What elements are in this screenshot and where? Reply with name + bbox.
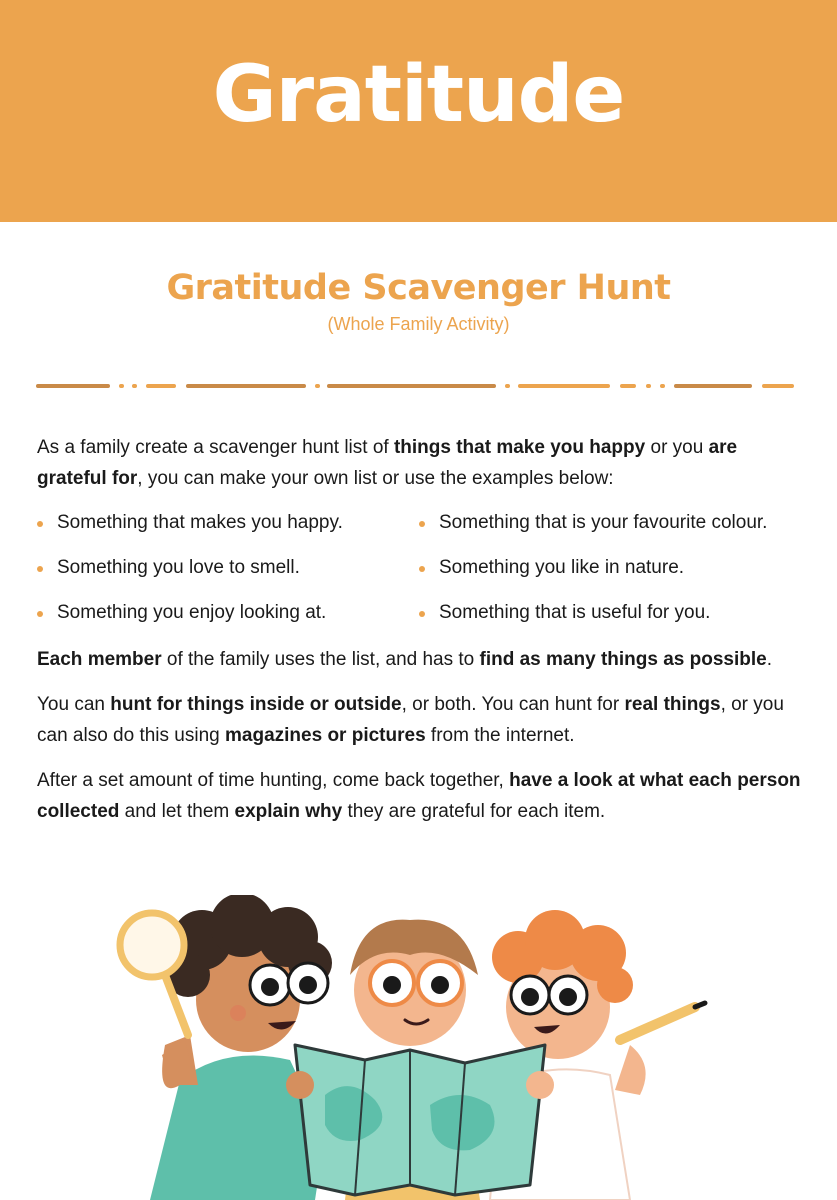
activity-title: Gratitude Scavenger Hunt	[166, 268, 671, 308]
bold-run: hunt for things inside or outside	[110, 694, 402, 715]
dashed-divider	[36, 378, 796, 394]
three-kids-with-map-icon	[110, 895, 710, 1200]
intro-paragraph	[37, 432, 807, 494]
bold-run: magazines or pictures	[225, 725, 426, 746]
list-item: Something that makes you happy.	[37, 508, 419, 538]
list-item: Something you enjoy looking at.	[37, 598, 419, 628]
list-item: Something you like in nature.	[419, 553, 807, 583]
text-run: from the internet.	[425, 725, 575, 746]
text-run: After a set amount of time hunting, come back together,	[37, 770, 510, 791]
text-run: or you	[645, 437, 709, 458]
bold-run: have a look at what each person collected	[37, 770, 801, 822]
text-run: and let them	[119, 801, 235, 822]
page-title: Gratitude	[212, 50, 625, 140]
map-icon	[286, 1045, 554, 1195]
example-list	[37, 508, 807, 628]
review-paragraph	[37, 765, 807, 827]
bold-run: find as many things as possible	[479, 649, 767, 670]
bold-run: Each member	[37, 649, 162, 670]
bold-run: are grateful for	[37, 437, 738, 489]
list-item: Something you love to smell.	[37, 553, 419, 583]
text-run: of the family uses the list, and has to	[161, 649, 480, 670]
bold-run: real things	[624, 694, 721, 715]
text-run: , or both. You can hunt for	[401, 694, 625, 715]
header-banner	[0, 0, 837, 222]
list-item: Something that is your favourite colour.	[419, 508, 807, 538]
members-paragraph	[37, 644, 807, 675]
activity-heading	[0, 268, 837, 335]
text-run: As a family create a scavenger hunt list of	[37, 437, 394, 458]
list-item: Something that is useful for you.	[419, 598, 807, 628]
text-run: You can	[37, 694, 111, 715]
text-run: , you can make your own list or use the examples below:	[137, 468, 614, 489]
text-run: , or you can also do this using	[37, 694, 784, 746]
text-run: they are grateful for each item.	[342, 801, 606, 822]
bold-run: things that make you happy	[393, 437, 646, 458]
activity-note: (Whole Family Activity)	[327, 314, 510, 334]
hunt-paragraph	[37, 689, 807, 751]
bold-run: explain why	[234, 801, 343, 822]
text-run: .	[766, 649, 772, 670]
activity-content	[37, 432, 807, 841]
